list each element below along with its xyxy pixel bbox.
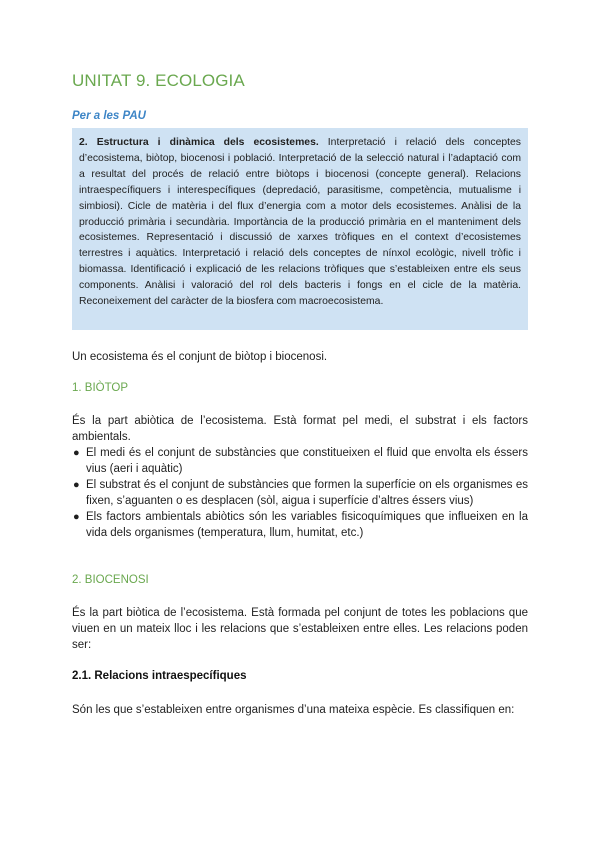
- biotop-paragraph: És la part abiòtica de l’ecosistema. Està format pel medi, el substrat i els factors ambientals.: [72, 415, 528, 443]
- bullet-icon: ●: [73, 447, 80, 459]
- list-item: ● Els factors ambientals abiòtics són les variables fisicoquímiques que influeixen en la vida dels organismes (temperatura, llum, humitat, etc.): [73, 511, 528, 539]
- list-item: ● El substrat és el conjunt de substàncies que formen la superfície on els organismes es fixen, s’aguanten o es desplacen (sòl, aigua i superfície d’altres éssers vius): [73, 479, 528, 507]
- biocenosi-paragraph: És la part biòtica de l’ecosistema. Està formada pel conjunt de totes les poblacions que viuen en un mateix lloc i les relacions que s’estableixen entre elles. Les relacions poden ser:: [72, 607, 528, 651]
- section-heading-biotop: 1. BIÒTOP: [72, 382, 129, 394]
- list-item: ● El medi és el conjunt de substàncies que constitueixen el fluid que envolta els éssers vius (aeri i aquàtic): [73, 447, 528, 475]
- bullet-icon: ●: [73, 511, 80, 523]
- pau-syllabus-box: [72, 128, 528, 330]
- pau-label: Per a les PAU: [72, 110, 146, 122]
- pau-lead: 2. Estructura i dinàmica dels ecosistemes.: [79, 137, 319, 148]
- subsection-heading-intraespecifiques: 2.1. Relacions intraespecífiques: [72, 670, 247, 682]
- intro-paragraph: Un ecosistema és el conjunt de biòtop i biocenosi.: [72, 351, 328, 363]
- page-title: UNITAT 9. ECOLOGIA: [72, 71, 245, 90]
- section-heading-biocenosi: 2. BIOCENOSI: [72, 574, 149, 586]
- bullet-icon: ●: [73, 479, 80, 491]
- intraespecifiques-paragraph: Són les que s’estableixen entre organismes d’una mateixa espècie. Es classifiquen en:: [72, 704, 515, 716]
- biotop-bullet-list: [72, 445, 528, 541]
- pau-body: Interpretació i relació dels conceptes d’ecosistema, biòtop, biocenosi i població. Interpretació de la selecció natural i l’adaptació com a resultat del procés de relació entre biòtops i biocenosi (concepte general). Relacions intraespecífiquers i interespecífiques (depredació, parasitisme, competència, mutualisme i simbiosi). Cicle de matèria i del flux d’energia com a motor dels ecosistemes. Anàlisi de la producció primària i secundària. Importància de la producció primària en el manteniment dels ecosistemes. Representació i discussió de xarxes tròfiques en el context d’ecosistemes terrestres i aquàtics. Interpretació i relació dels conceptes de nínxol ecològic, nivell tròfic i biomassa. Identificació i explicació de les relacions tròfiques que s’estableixen entre els seus components. Anàlisi i valoració del rol dels bacteris i fongs en el cicle de la matèria. Reconeixement del caràcter de la biosfera com macroecosistema.: [79, 137, 521, 308]
